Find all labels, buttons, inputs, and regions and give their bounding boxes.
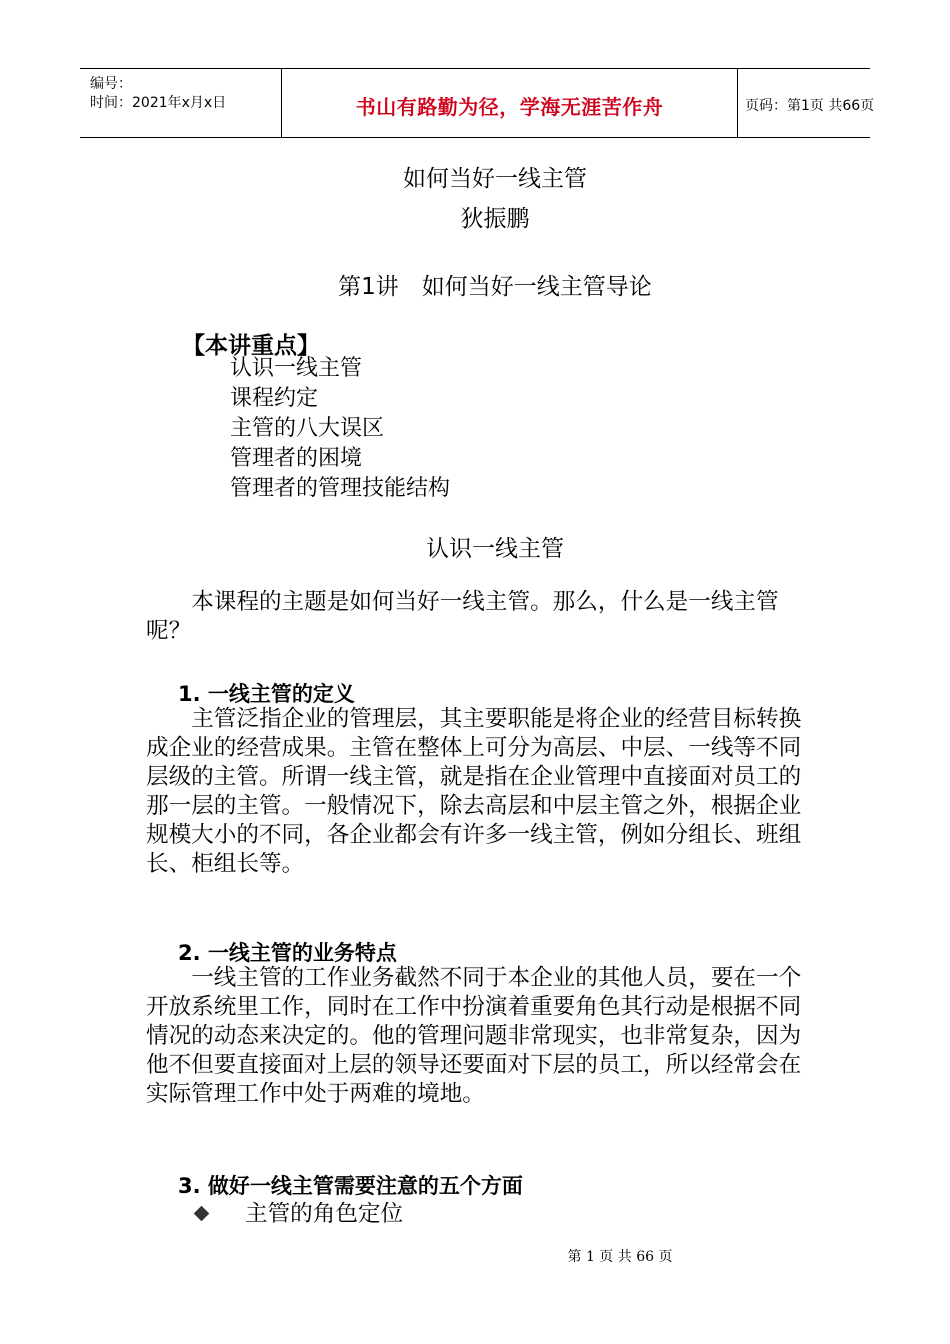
key-point-item: 课程约定 [230, 386, 319, 411]
key-point-item: 认识一线主管 [230, 356, 363, 381]
document-time-label: 时间：2021年x月x日 [90, 95, 227, 111]
bullet-text: 主管的角色定位 [245, 1201, 404, 1227]
document-number-label: 编号： [90, 76, 132, 92]
key-point-item: 管理者的困境 [230, 446, 363, 471]
characteristics-paragraph: 一线主管的工作业务截然不同于本企业的其他人员，要在一个开放系统里工作，同时在工作中扮演着重要角色其行动是根据不同情况的动态来决定的。他的管理问题非常现实，也非常复杂，因为他不但要直接面对上层的领导还要面对下层的员工，所以经常会在实际管理工作中处于两难的境地。 [146, 965, 802, 1107]
definition-paragraph: 主管泛指企业的管理层，其主要职能是将企业的经营目标转换成企业的经营成果。主管在整体上可分为高层、中层、一线等不同层级的主管。所谓一线主管，就是指在企业管理中直接面对员工的那一层的主管。一般情况下，除去高层和中层主管之外，根据企业规模大小的不同，各企业都会有许多一线主管，例如分组长、班组长、柜组长等。 [146, 706, 802, 877]
subheading-characteristics: 2. 一线主管的业务特点 [178, 941, 397, 965]
header-page-info: 页码：第1页 共66页 [745, 98, 875, 114]
subheading-definition: 1. 一线主管的定义 [178, 682, 355, 706]
header-meta-cell [80, 69, 280, 137]
diamond-bullet-icon [194, 1206, 210, 1222]
key-point-item: 管理者的管理技能结构 [230, 476, 451, 501]
header-motto-cell [281, 69, 738, 137]
section-title: 认识一线主管 [426, 536, 564, 562]
page-footer: 第 1 页 共 66 页 [567, 1249, 673, 1265]
header-table [80, 68, 875, 138]
subheading-five-aspects: 3. 做好一线主管需要注意的五个方面 [178, 1174, 523, 1198]
intro-paragraph: 本课程的主题是如何当好一线主管。那么，什么是一线主管呢？ [146, 589, 779, 644]
document-title: 如何当好一线主管 [403, 166, 587, 192]
document-author: 狄振鹏 [460, 206, 530, 232]
key-points-list [230, 354, 450, 504]
header-motto: 书山有路勤为径，学海无涯苦作舟 [355, 95, 664, 119]
lecture-title: 第1讲 如何当好一线主管导论 [338, 274, 652, 300]
header-page-cell [737, 69, 875, 137]
key-points-heading: 【本讲重点】 [182, 333, 320, 359]
key-point-item: 主管的八大误区 [230, 416, 385, 441]
